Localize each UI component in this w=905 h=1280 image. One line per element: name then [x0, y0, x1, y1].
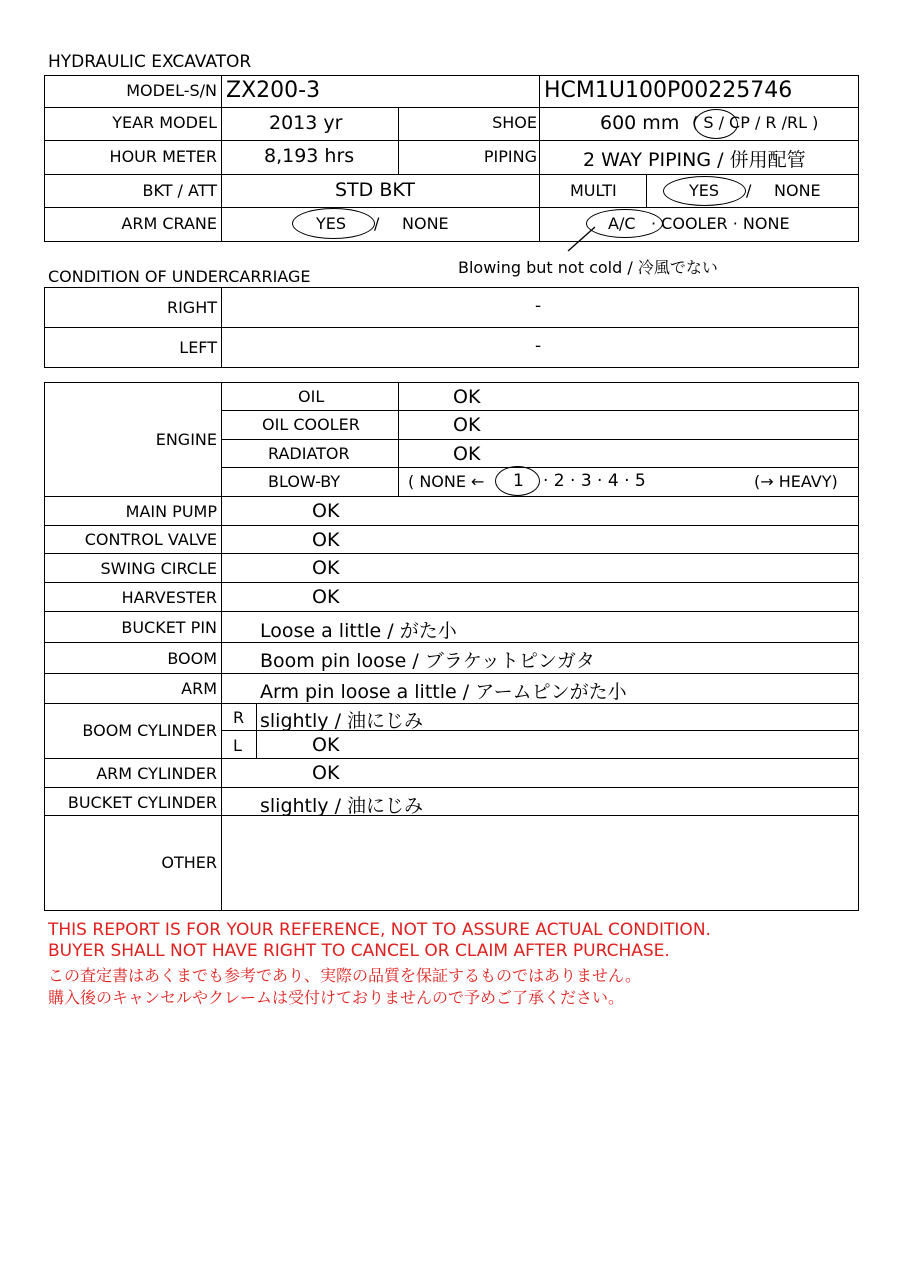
ac-note-pointer-line [565, 225, 605, 255]
boom-cylinder-right-value: slightly / 油にじみ [260, 710, 424, 732]
multi-yes-selection-circle [663, 176, 746, 206]
ac-option: A/C [608, 214, 636, 233]
bucket-attachment-label: BKT / ATT [142, 181, 217, 200]
multi-none-option: NONE [774, 181, 821, 200]
main-pump-label: MAIN PUMP [125, 502, 217, 521]
cooler-none-options: · COOLER · NONE [651, 214, 790, 233]
oil-cooler-label: OIL COOLER [262, 415, 360, 434]
boom-cylinder-left-label: L [233, 736, 242, 755]
boom-cylinder-left-value: OK [312, 734, 340, 756]
boom-cylinder-label: BOOM CYLINDER [82, 721, 217, 740]
bucket-pin-value: Loose a little / がた小 [260, 620, 457, 642]
year-model-label: YEAR MODEL [112, 113, 217, 132]
arm-crane-separator: / [374, 214, 380, 233]
control-valve-label: CONTROL VALVE [84, 530, 217, 549]
bucket-cylinder-label: BUCKET CYLINDER [67, 793, 217, 812]
multi-yes-option: YES [689, 181, 720, 200]
engine-oil-value: OK [453, 386, 481, 408]
disclaimer-line-2: BUYER SHALL NOT HAVE RIGHT TO CANCEL OR CLAIM AFTER PURCHASE. [48, 941, 670, 961]
blow-by-level-1-selection-circle [495, 466, 540, 496]
undercarriage-right-label: RIGHT [166, 298, 217, 317]
document-title: HYDRAULIC EXCAVATOR [48, 52, 252, 72]
oil-cooler-value: OK [453, 414, 481, 436]
swing-circle-label: SWING CIRCLE [100, 559, 217, 578]
harvester-value: OK [312, 586, 340, 608]
blow-by-level-1: 1 [513, 471, 524, 491]
arm-value: Arm pin loose a little / アームピンがた小 [260, 681, 627, 703]
disclaimer-line-4: 購入後のキャンセルやクレームは受付けておりませんので予めご了承ください。 [48, 988, 625, 1007]
disclaimer-line-1: THIS REPORT IS FOR YOUR REFERENCE, NOT TO ASSURE ACTUAL CONDITION. [48, 920, 711, 940]
hour-meter-value: 8,193 hrs [264, 145, 355, 167]
bucket-cylinder-value: slightly / 油にじみ [260, 795, 424, 817]
shoe-label: SHOE [492, 113, 537, 132]
blow-by-heavy-end: (→ HEAVY) [754, 472, 838, 491]
arm-crane-yes-option: YES [316, 214, 347, 233]
radiator-value: OK [453, 443, 481, 465]
shoe-s-selection-circle [694, 109, 738, 139]
arm-cylinder-value: OK [312, 762, 340, 784]
serial-number: HCM1U100P00225746 [544, 78, 793, 103]
undercarriage-title: CONDITION OF UNDERCARRIAGE [48, 267, 311, 286]
undercarriage-right-value: - [535, 296, 542, 316]
multi-label: MULTI [570, 181, 617, 200]
arm-crane-yes-selection-circle [292, 208, 375, 239]
arm-crane-none-option: NONE [402, 214, 449, 233]
boom-label: BOOM [167, 649, 217, 668]
ac-condition-note: Blowing but not cold / 冷風でない [458, 258, 718, 277]
radiator-label: RADIATOR [268, 444, 350, 463]
engine-oil-label: OIL [298, 387, 325, 406]
swing-circle-value: OK [312, 557, 340, 579]
other-label: OTHER [161, 853, 217, 872]
bucket-attachment-value: STD BKT [335, 179, 415, 201]
piping-value: 2 WAY PIPING / 併用配管 [583, 149, 806, 171]
shoe-type-options: ( S / CP / R /RL ) [692, 113, 819, 132]
boom-cylinder-right-label: R [233, 708, 245, 727]
disclaimer-line-3: この査定書はあくまでも参考であり、実際の品質を保証するものではありません。 [48, 966, 641, 985]
model-sn-label: MODEL-S/N [126, 81, 217, 100]
boom-value: Boom pin loose / ブラケットピンガタ [260, 650, 595, 672]
undercarriage-left-label: LEFT [179, 338, 217, 357]
blow-by-none-end: ( NONE ← [408, 472, 485, 491]
harvester-label: HARVESTER [121, 588, 217, 607]
control-valve-value: OK [312, 529, 340, 551]
arm-label: ARM [181, 679, 217, 698]
undercarriage-left-value: - [535, 336, 542, 356]
piping-label: PIPING [483, 147, 537, 166]
engine-label: ENGINE [155, 430, 217, 449]
multi-separator: / [746, 181, 752, 200]
model-value: ZX200-3 [226, 78, 321, 103]
blow-by-label: BLOW-BY [268, 472, 341, 491]
blow-by-scale: · 2 · 3 · 4 · 5 [543, 471, 646, 491]
year-model-value: 2013 yr [269, 112, 343, 134]
main-pump-value: OK [312, 500, 340, 522]
bucket-pin-label: BUCKET PIN [121, 618, 217, 637]
arm-cylinder-label: ARM CYLINDER [96, 764, 217, 783]
shoe-width-value: 600 mm [600, 112, 680, 134]
hour-meter-label: HOUR METER [109, 147, 217, 166]
arm-crane-label: ARM CRANE [121, 214, 217, 233]
